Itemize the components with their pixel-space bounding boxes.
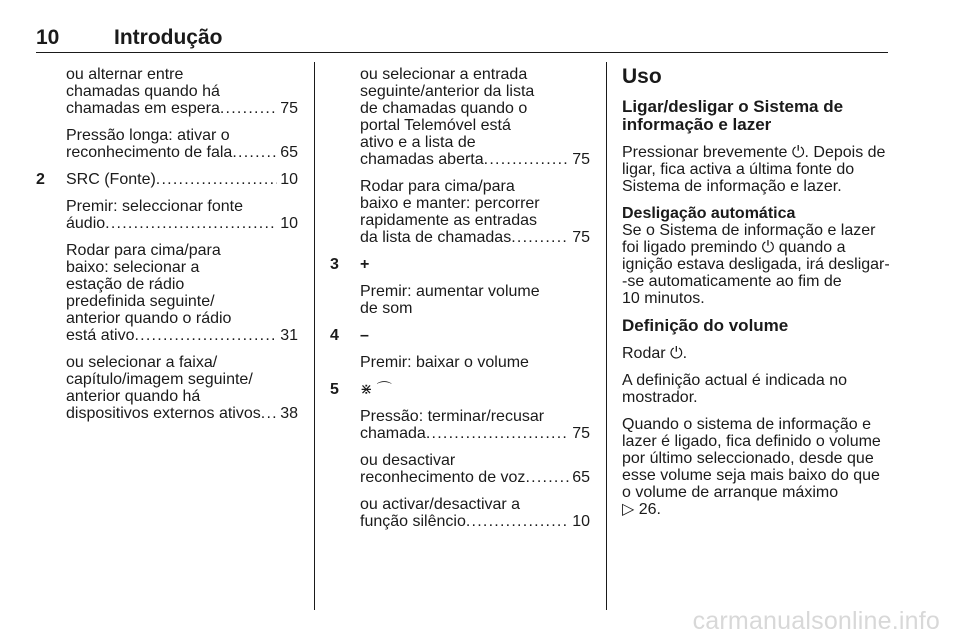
text-line: estação de rádio [66, 276, 185, 293]
item-number: 5 [330, 381, 339, 398]
toc-text: reconhecimento de fala [66, 144, 233, 161]
toc-text: reconhecimento de voz [360, 469, 526, 486]
page-ref: 65 [572, 469, 590, 486]
text-line: seguinte/anterior da lista [360, 83, 535, 100]
text-line: de chamadas quando o [360, 100, 528, 117]
text-line: Quando o sistema de informação e [622, 416, 872, 433]
toc-line [66, 327, 298, 344]
toc-text: chamadas aberta [360, 151, 484, 168]
text-line: ativo e a lista de [360, 134, 476, 151]
item-number: 4 [330, 327, 339, 344]
item-number: 2 [36, 171, 45, 188]
toc-text: está ativo [66, 327, 135, 344]
toc-line [66, 405, 298, 422]
list-item [330, 354, 590, 371]
text-line: 10 minutos. [622, 290, 705, 307]
plus-symbol: + [360, 256, 370, 273]
text-line: mostrador. [622, 389, 698, 406]
list-item [36, 66, 298, 117]
list-item [36, 354, 298, 422]
paragraph [622, 372, 888, 406]
list-item [330, 66, 590, 168]
text-line: de som [360, 300, 413, 317]
list-item [36, 242, 298, 344]
text-line: Premir: aumentar volume [360, 283, 540, 300]
text-line: esse volume seja mais baixo do que [622, 467, 880, 484]
leader-dots [134, 327, 277, 344]
page-ref: 31 [280, 327, 298, 344]
paragraph [622, 416, 888, 518]
column-1 [36, 66, 298, 432]
text-line: ou activar/desactivar a [360, 496, 521, 513]
toc-text: da lista de chamadas [360, 229, 512, 246]
text-line: Se o Sistema de informação e lazer [622, 222, 876, 239]
heading-line: informação e lazer [622, 115, 772, 134]
text-line: chamadas quando há [66, 83, 220, 100]
toc-text: áudio [66, 215, 106, 232]
page-ref: 75 [280, 100, 298, 117]
toc-line [66, 215, 298, 232]
text-line: ignição estava desligada, irá desligar- [622, 256, 890, 273]
leader-dots [525, 469, 569, 486]
text-line: rapidamente as entradas [360, 212, 537, 229]
toc-line [360, 229, 590, 246]
text-line: ou selecionar a entrada [360, 66, 528, 83]
text-line: Pressão longa: ativar o [66, 127, 230, 144]
text-line: por último seleccionado, desde que [622, 450, 874, 467]
column-divider-2 [606, 62, 607, 610]
list-item [36, 198, 298, 232]
list-item [330, 452, 590, 486]
list-item [36, 171, 298, 188]
item-number: 3 [330, 256, 339, 273]
toc-line [66, 171, 298, 188]
text-line: A definição actual é indicada no [622, 372, 848, 389]
text-line: foi ligado premindo ⏻ quando a [622, 239, 846, 256]
text-line: ou alternar entre [66, 66, 184, 83]
list-item [330, 283, 590, 317]
toc-text: SRC (Fonte) [66, 171, 156, 188]
text-line: baixo e manter: percorrer [360, 195, 540, 212]
page-ref: 10 [280, 171, 298, 188]
list-item [330, 327, 590, 344]
text-line: ou selecionar a faixa/ [66, 354, 218, 371]
cross-reference-link[interactable]: ▷ 26. [622, 501, 661, 518]
text-line: anterior quando o rádio [66, 310, 232, 327]
text-line: capítulo/imagem seguinte/ [66, 371, 253, 388]
text-line: lazer é ligado, fica definido o volume [622, 433, 881, 450]
toc-line [360, 513, 590, 530]
page-ref: 75 [572, 229, 590, 246]
toc-text: chamada [360, 425, 426, 442]
subsection-title: Definição do volume [622, 316, 789, 335]
column-2 [330, 66, 590, 540]
list-item [330, 178, 590, 246]
text-line: anterior quando há [66, 388, 201, 405]
column-3 [622, 66, 888, 528]
text-line: -se automaticamente ao fim de [622, 273, 842, 290]
page-ref: 75 [572, 151, 590, 168]
text-line: Rodar para cima/para [360, 178, 515, 195]
page-ref: 38 [280, 405, 298, 422]
page-ref: 75 [572, 425, 590, 442]
leader-dots [426, 425, 569, 442]
page-number: 10 [36, 26, 60, 49]
text-line: baixo: selecionar a [66, 259, 200, 276]
leader-dots [220, 100, 277, 117]
list-item [330, 408, 590, 442]
leader-dots [484, 151, 570, 168]
column-divider-1 [314, 62, 315, 610]
leader-dots [232, 144, 277, 161]
text-line: Rodar ⏻. [622, 345, 688, 362]
watermark: carmanualsonline.info [692, 607, 940, 635]
list-item [36, 127, 298, 161]
text-line: ou desactivar [360, 452, 456, 469]
page-ref: 10 [572, 513, 590, 530]
toc-line [360, 469, 590, 486]
page-header [36, 26, 888, 53]
toc-line [360, 151, 590, 168]
toc-line [66, 144, 298, 161]
toc-text: chamadas em espera [66, 100, 220, 117]
paragraph [622, 144, 888, 195]
text-line: Pressão: terminar/recusar [360, 408, 545, 425]
text-line: Rodar para cima/para [66, 242, 221, 259]
leader-dots [261, 405, 277, 422]
list-item [330, 496, 590, 530]
leader-dots [156, 171, 277, 188]
page-ref: 65 [280, 144, 298, 161]
text-line: o volume de arranque máximo [622, 484, 839, 501]
leader-dots [105, 215, 277, 232]
toc-text: dispositivos externos ativos [66, 405, 261, 422]
heading-line: Ligar/desligar o Sistema de [622, 97, 844, 116]
toc-text: função silêncio [360, 513, 466, 530]
text-line: ligar, fica activa a última fonte do [622, 161, 855, 178]
text-line: Premir: seleccionar fonte [66, 198, 243, 215]
text-line: predefinida seguinte/ [66, 293, 215, 310]
subsection-title [622, 98, 888, 134]
toc-line [360, 425, 590, 442]
minor-heading: Desligação automática [622, 205, 796, 222]
leader-dots [466, 513, 569, 530]
page-title: Introdução [114, 26, 223, 49]
list-item [330, 381, 590, 398]
text-line: Premir: baixar o volume [360, 354, 529, 371]
toc-line [66, 100, 298, 117]
phone-end-icon: ⋇ ⌒ [360, 381, 392, 398]
paragraph [622, 345, 888, 362]
text-line: Sistema de informação e lazer. [622, 178, 842, 195]
page-ref: 10 [280, 215, 298, 232]
section-title: Uso [622, 65, 662, 88]
text-line: portal Telemóvel está [360, 117, 511, 134]
leader-dots [511, 229, 569, 246]
paragraph [622, 222, 888, 307]
list-item [330, 256, 590, 273]
text-line: Pressionar brevemente ⏻. Depois de [622, 144, 886, 161]
minus-symbol: – [360, 327, 369, 344]
